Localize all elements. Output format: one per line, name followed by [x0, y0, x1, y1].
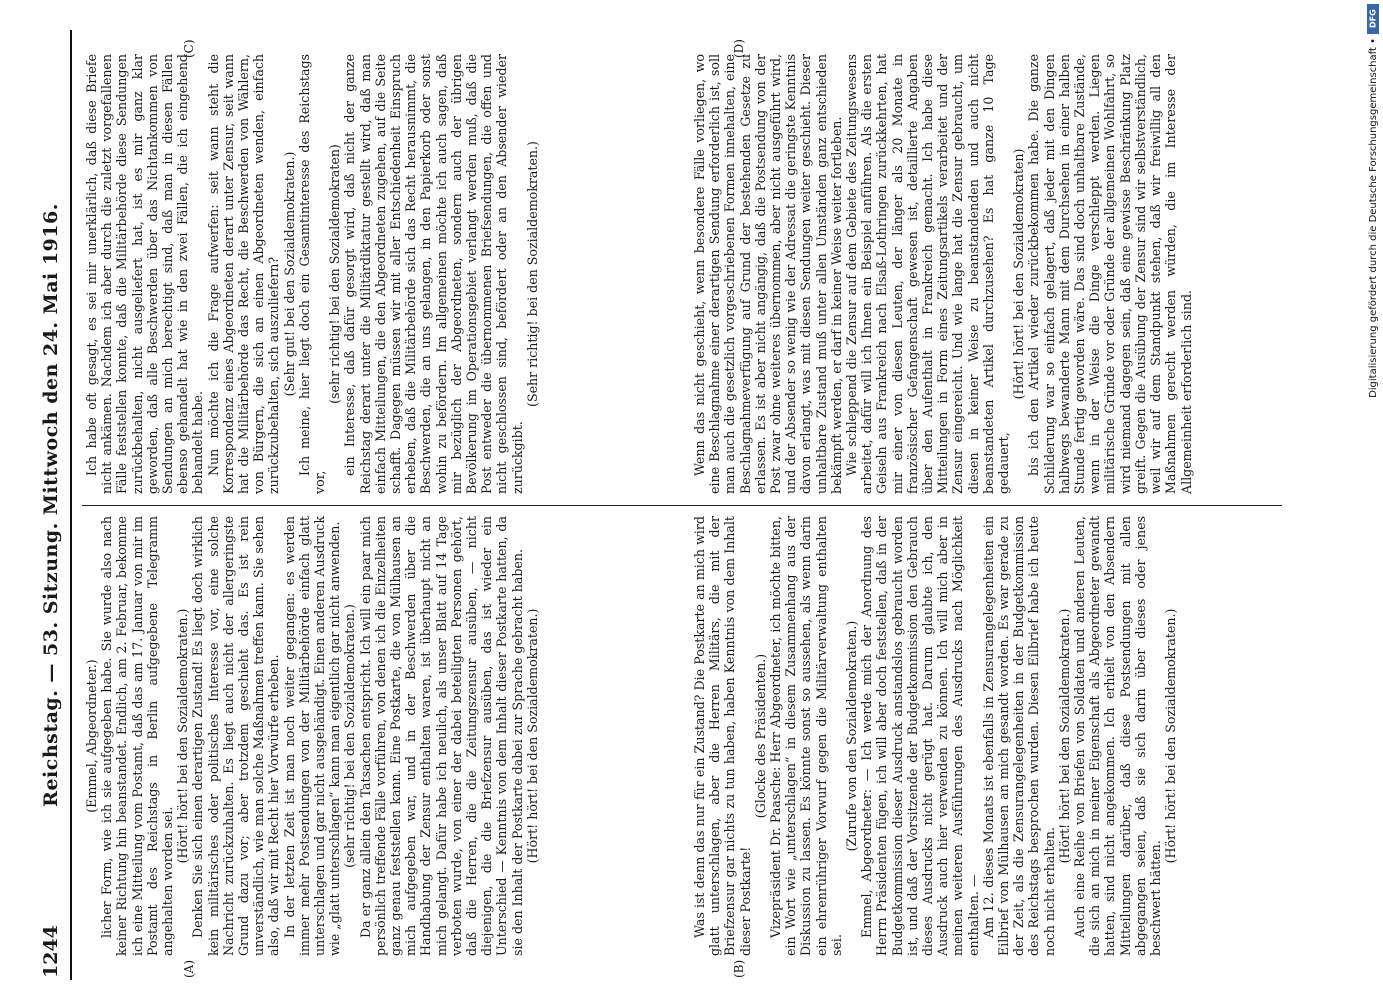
- margin-mark-b: (B): [732, 959, 746, 978]
- column-right-bottom: [692, 54, 1282, 494]
- paragraph: (Hört! hört! bei den Sozialdemokraten.): [1163, 608, 1179, 864]
- paragraph: Ich habe oft gesagt, es sei mir unerklärlich, daß diese Briefe nicht ankämen. Nachdem ich aber durch die zuletzt vorgefallenen Fälle feststellen konnte, daß die Militärbehörde diese Sendungen zurückbehalten, nicht ausgeliefert hat, ist es mir ganz klar geworden, daß alle Beschwerden über das Nichtankommen von Sendungen an mich berechtigt sind, daß man in diesen Fällen ebenso gehandelt hat wie in den zwei Fällen, die ich eingehend behandelt habe.: [84, 54, 206, 494]
- paragraph: (Hört! hört! bei den Sozialdemokraten.): [175, 608, 191, 864]
- paragraph: Vizepräsident Dr. Paasche: Herr Abgeordneter, ich möchte bitten, ein Wort wie „unterschlagen“ in diesem Zusammenhang aus der Diskussion zu lassen. Es könnte sonst so aussehen, als wenn darin ein ehrenrühriger Vorwurf gegen die Militärverwaltung enthalten sei.: [768, 516, 844, 956]
- paragraph: (sehr richtig! bei den Sozialdemokraten.): [342, 604, 358, 868]
- paragraph: Am 12. dieses Monats ist ebenfalls in Zensurangelegenheiten ein Eilbrief von Mülhausen an mich gesandt worden. Es war gerade zu der Zeit, als die Zensurangelegenheiten in der Budgetkommission des Reichstags besprochen wurden. Diesen Eilbrief habe ich heute noch nicht erhalten.: [980, 516, 1057, 956]
- margin-mark-d: (D): [732, 39, 746, 58]
- paragraph: (Emmel, Abgeordneter.): [84, 659, 99, 813]
- margin-mark-a: (A): [182, 959, 196, 978]
- paragraph: ein Interesse, daß dafür gesorgt wird, daß nicht der ganze Reichstag derart unter die Militärdiktatur gestellt wird, daß man einfach Mitteilungen, die den Abgeordneten zugehen, auf die Seite schafft. Dagegen müssen wir mit aller Entschiedenheit Einspruch erheben, daß die Militärbehörde sich das Recht herausnimmt, die Beschwerden, die an uns gelangen, in den Papierkorb oder sonst wohin zu befördern. Im allgemeinen möchte ich auch sagen, daß mir bezüglich der Abgeordneten, sondern auch der übrigen Bevölkerung im Operationsgebiet verlangt werden muß, daß die Post entweder die übernommenen Briefsendungen, die offen und nicht geschlossen sind, befördert oder an den Absender wieder zurückgibt.: [342, 54, 525, 494]
- paragraph: licher Form, wie ich sie aufgegeben habe. Sie wurde also nach keiner Richtung hin beanstandet. Endlich, am 2. Februar, bekomme ich eine Mitteilung vom Postamt, daß das am 17. Januar von mir im Postamt des Reichstags in Berlin aufgegebene Telegramm angehalten worden sei.: [99, 516, 176, 956]
- margin-mark-c: (C): [182, 39, 196, 58]
- paragraph: Wenn das nicht geschieht, wenn besondere Fälle vorliegen, wo eine Beschlagnahme einer derartigen Sendung erforderlich ist, soll man auch die gesetzlich vorgeschriebenen Formen innehalten, eine Beschlagnahmeverfügung auf Grund der bestehenden Gesetze zu erlassen. Es ist aber nicht angängig, daß die Postsendung von der Post zwar ohne weiteres übernommen, aber nicht ausgeführt wird, und der Absender so wenig wie der Adressat die geringste Kenntnis davon erlangt, was mit diesen Sendungen weiter geschieht. Dieser unhaltbare Zustand muß unter allen Umständen ganz entschieden bekämpft werden, er darf in keiner Weise weiter fortleben.: [692, 54, 844, 494]
- paragraph: (sehr richtig! bei den Sozialdemokraten): [327, 144, 343, 404]
- newspaper-page: [32, 30, 1312, 980]
- paragraph: (Zurufe von den Sozialdemokraten.): [844, 620, 860, 852]
- page-number: 1244: [40, 925, 62, 978]
- column-left-top: [84, 516, 669, 956]
- column-divider: [82, 505, 1282, 506]
- paragraph: Was ist denn das nur für ein Zustand? Die Postkarte an mich wird glatt unterschlagen, aber die Herren Militärs, die mit der Briefzensur gar nichts zu tun haben, haben Kenntnis von dem Inhalt dieser Postkarte!: [692, 516, 753, 956]
- column-right-top: [84, 54, 669, 494]
- paragraph: Ich meine, hier liegt doch ein Gesamtinteresse des Reichstags vor,: [296, 54, 328, 494]
- paragraph: In der letzten Zeit ist man noch weiter gegangen: es werden immer mehr Postsendungen von der Militärbehörde einfach glatt unterschlagen und gar nicht ausgehändigt. Einen anderen Ausdruck wie „glatt unterschlagen“ kann man eigentlich gar nicht anwenden.: [281, 516, 343, 956]
- page-title: Reichstag. — 53. Sitzung. Mittwoch den 24. Mai 1916.: [40, 203, 62, 807]
- paragraph: bis ich den Artikel wieder zurückbekommen habe. Die ganze Schilderung war so einfach gelagert, daß jeder mit den Dingen halbwegs bewanderte Mann mit dem Durchsehen in einer halben Stunde fertig geworden wäre. Das sind doch unhaltbare Zustände, wenn in der Weise die Dinge verschleppt werden. Liegen militärische Gründe vor oder Gründe der allgemeinen Wohlfahrt, so wird niemand dagegen sein, daß eine gewisse Beschränkung Platz greift. Gegen die Ausübung der Zensur sind wir selbstverständlich, weil wir auf dem Standpunkt stehen, daß wir freiwillig all den Maßnahmen gerecht werden würden, die im Interesse der Allgemeinheit erforderlich sind.: [1026, 54, 1194, 494]
- column-left-bottom: [692, 516, 1282, 956]
- digitization-note: Digitalisierung gefördert durch die Deutsche Forschungsgemeinschaft •: [1368, 38, 1379, 398]
- paragraph: (Hört! hört! bei den Sozialdemokraten.): [524, 608, 540, 864]
- paragraph: (Sehr gut! bei den Sozialdemokraten.): [281, 151, 297, 397]
- paragraph: Denken Sie sich einen derartigen Zustand! Es liegt doch wirklich kein militärisches oder politisches Interesse vor, eine solche Nachricht zurückzuhalten. Es liegt auch nicht der allergeringste Grund dazu vor; aber trotzdem geschieht das. Es ist rein unverständlich, wie man solche Maßnahmen treffen kann. Sie sehen also, daß wir mit Recht hier Vorwürfe erheben.: [190, 516, 282, 956]
- paragraph: Emmel, Abgeordneter: — Ich werde mich der Anordnung des Herrn Präsidenten fügen, ich will aber doch feststellen, daß in der Budgetkommission dieser Ausdruck anstandslos gebraucht worden ist, und daß der Vorsitzende der Budgetkommission den Gebrauch dieses Ausdrucks nicht gerügt hat. Darum glaubte ich, den Ausdruck auch hier verwenden zu können. Ich will mich aber in meinen weiteren Ausführungen des Ausdrucks nach Möglichkeit enthalten. —: [859, 516, 981, 956]
- paragraph: Nun möchte ich die Frage aufwerfen: seit wann steht die Korrespondenz eines Abgeordneten derart unter Zensur, seit wann hat die Militärbehörde das Recht, die Beschwerden von Wählern, von Bürgern, die sich an einen Abgeordneten wenden, einfach zurückzubehalten, sich auszuliefern?: [205, 54, 282, 494]
- paragraph: Da er ganz allein den Tatsachen entspricht. Ich will ein paar mich persönlich treffende Fälle vorführen, von denen ich die Einzelheiten ganz genau feststellen kann. Eine Postkarte, die von Mülhausen an mich aufgegeben war, und in der Beschwerden über die Handhabung der Zensur enthalten waren, ist überhaupt nicht an mich gelangt. Dafür habe ich neulich, als unser Blatt auf 14 Tage verboten wurde, von einer der dabei beteiligten Personen gehört, daß die Herren, die die Zeitungszensur ausüben, — nicht diejenigen, die die Briefzensur ausüben, das ist wieder ein Unterschied — Kenntnis von dem Inhalt dieser Postkarte hatten, da sie den Inhalt der Postkarte dabei zur Sprache gebracht haben.: [357, 516, 525, 956]
- paragraph: (Hört! hört! bei den Sozialdemokraten): [1011, 148, 1027, 400]
- page-header: [32, 30, 72, 980]
- paragraph: Wie schleppend die Zensur auf dem Gebiete des Zeitungswesens arbeitet, dafür will ich Ihnen ein Beispiel anführen. Als die ersten Geiseln aus Frankreich nach Elsaß-Lothringen zurückkehrten, hat mir einer von diesen Leuten, der länger als 20 Monate in französischer Gefangenschaft gewesen ist, detaillierte Angaben über den Aufenthalt in Frankreich gemacht. Ich habe diese Mitteilungen in Form eines Zeitungsartikels verarbeitet und der Zensur eingereicht. Und wie lange hat die Zensur gebraucht, um diesen in keiner Weise zu beanstandenden und auch nicht beanstandeten Artikel durchzusehen? Es hat ganze 10 Tage gedauert,: [844, 54, 1012, 494]
- paragraph: Auch eine Reihe von Briefen von Soldaten und anderen Leuten, die sich an mich in meiner Eigenschaft als Abgeordneter gewandt hatten, sind nicht angekommen. Ich erhielt von den Absendern Mitteilungen darüber, daß diese Postsendungen mit allen abgegangen seien, daß sie sich darin über dieses oder jenes beschwert hätten.: [1072, 516, 1164, 956]
- paragraph: (Sehr richtig! bei den Sozialdemokraten.): [524, 141, 540, 407]
- dfg-logo: DFG: [1367, 4, 1379, 34]
- paragraph: (Hört! hört! bei den Sozialdemokraten.): [1056, 608, 1072, 864]
- paragraph: (Glocke des Präsidenten.): [752, 653, 768, 819]
